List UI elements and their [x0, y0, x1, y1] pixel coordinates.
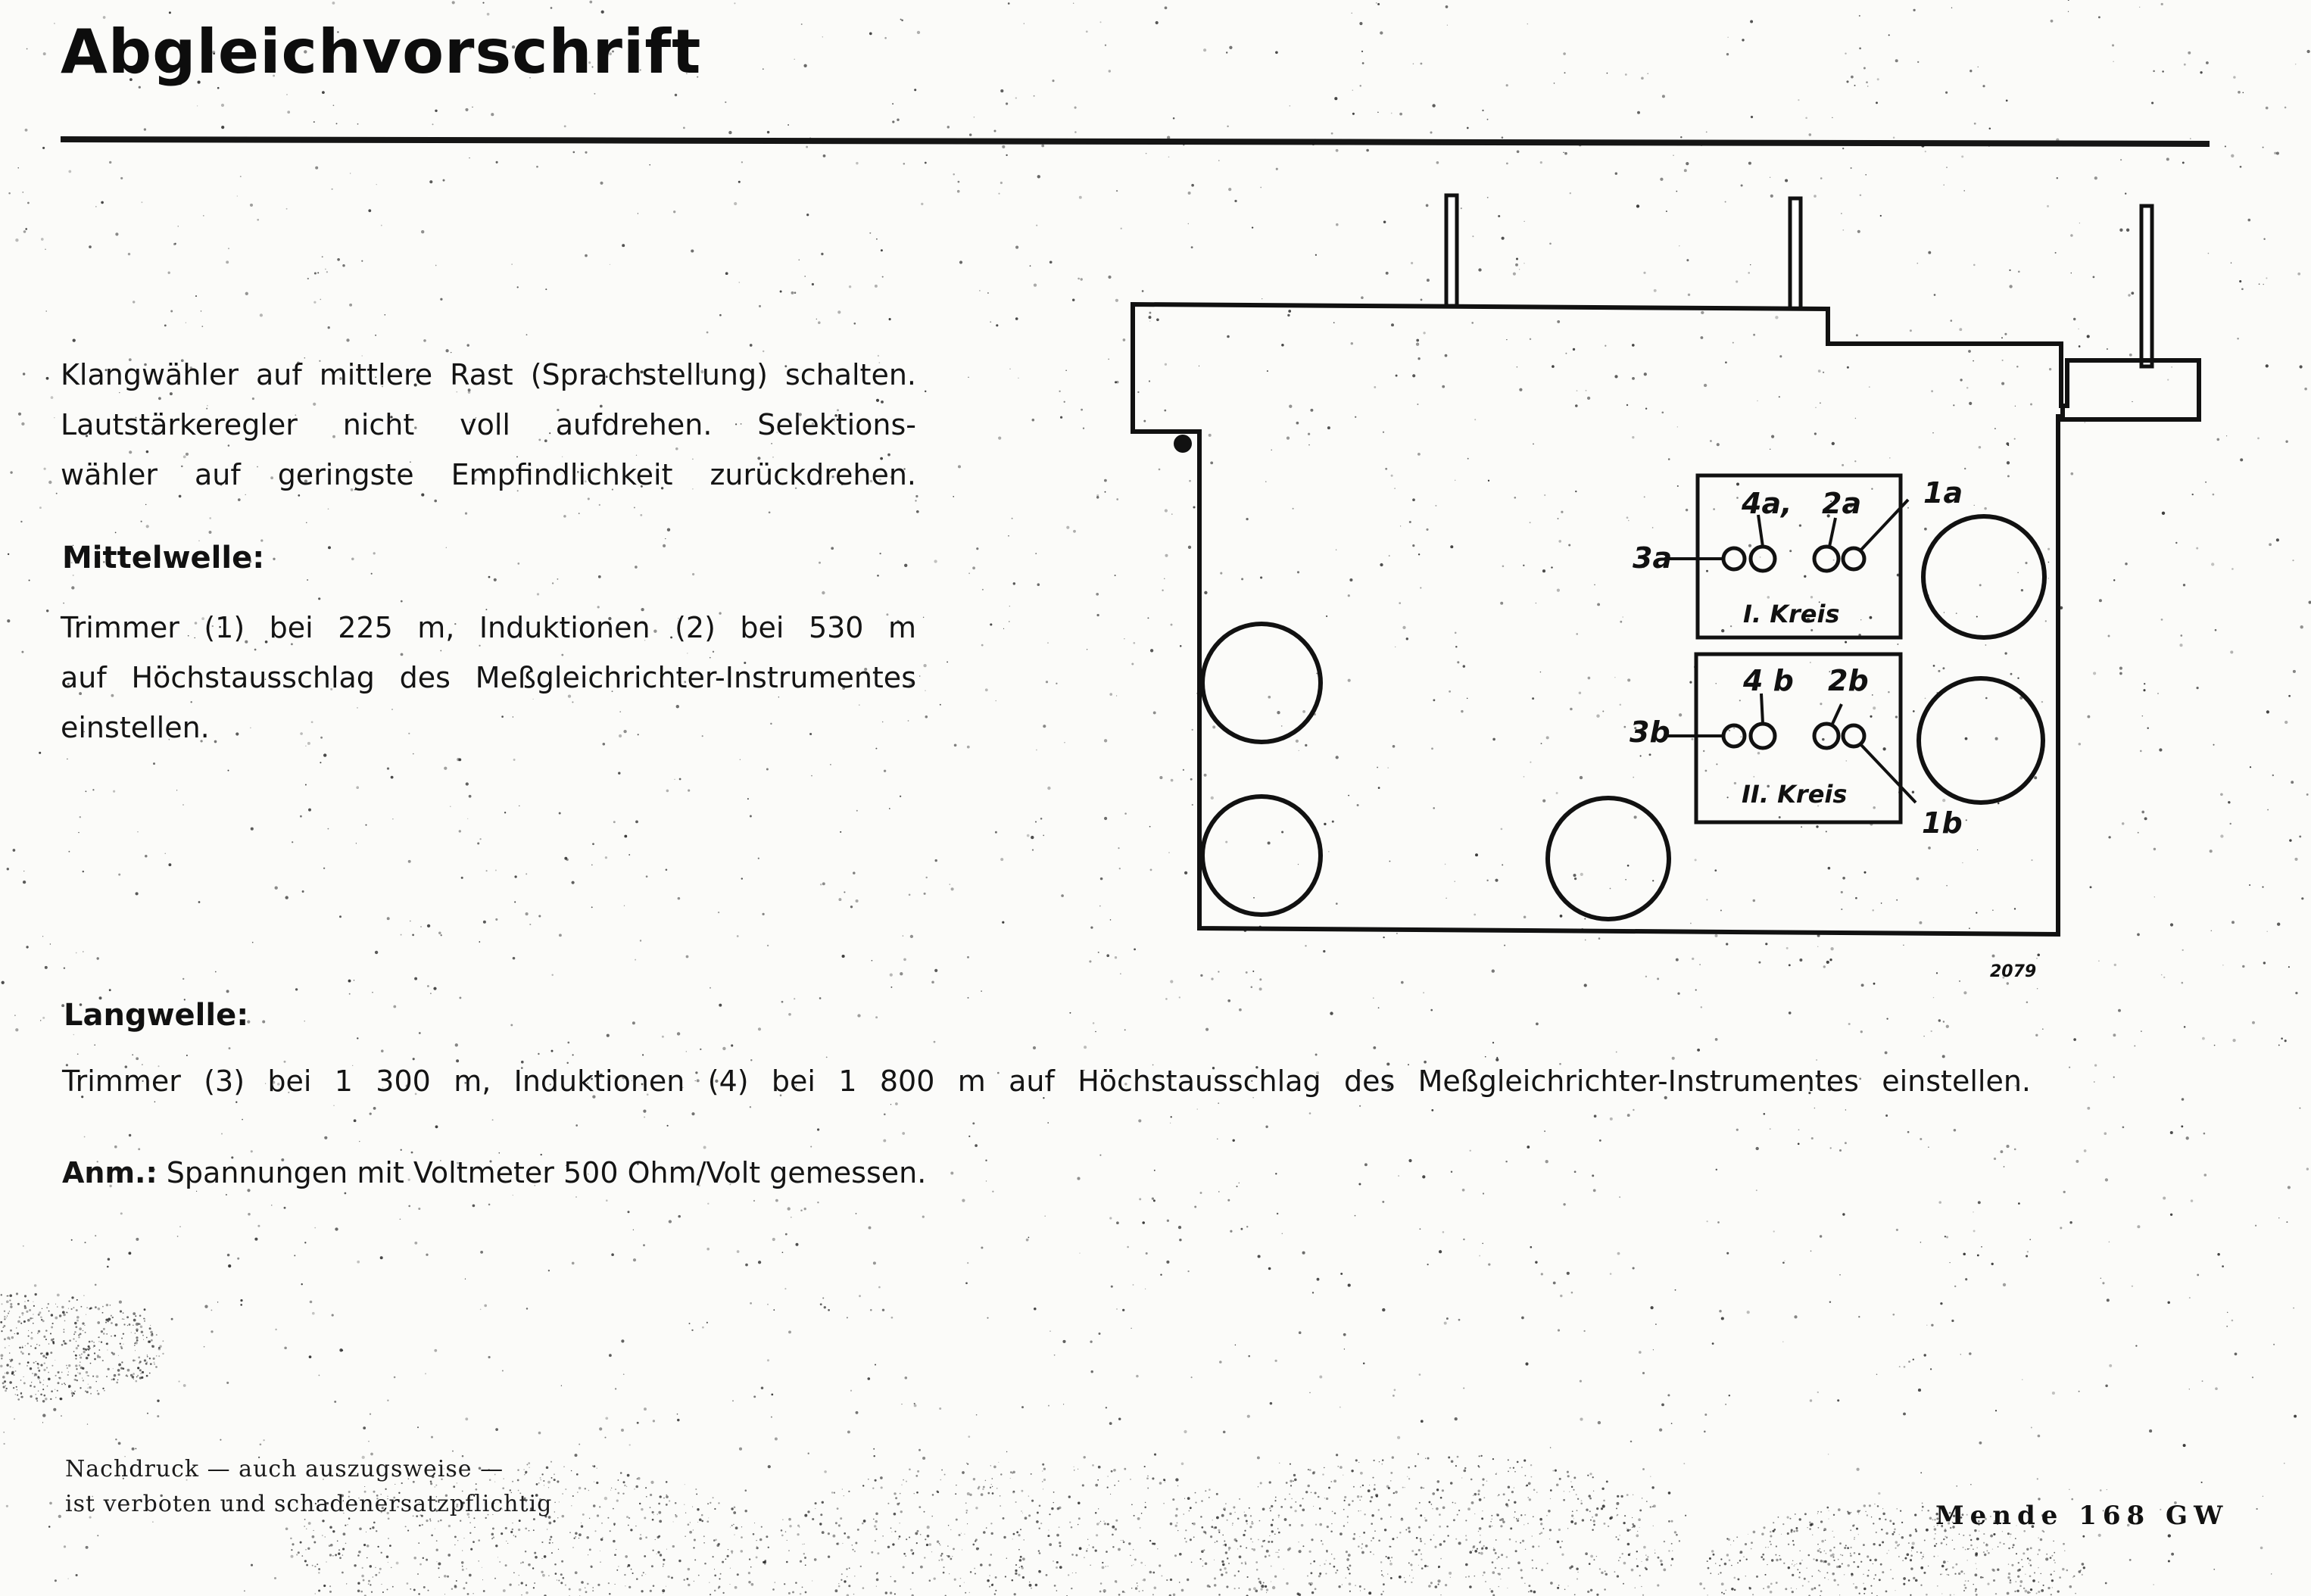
circle-bottom-middle	[1548, 798, 1669, 919]
copyright-line-2: ist verboten und schadenersatzpflichtig	[65, 1491, 553, 1517]
kreis-1-label-4a: 4a,	[1742, 487, 1792, 520]
rod-left	[1446, 195, 1457, 306]
kreis-2-label-3b: 3b	[1630, 715, 1670, 749]
kreis-2-leader-4b	[1761, 694, 1763, 724]
anmerkung-label: Anm.:	[62, 1156, 157, 1189]
kreis-1-point-1a	[1843, 548, 1864, 569]
chassis-diagram-svg	[1121, 182, 2211, 992]
kreis-2-point-2b	[1814, 724, 1839, 748]
intro-paragraph	[61, 350, 916, 500]
mittelwelle-paragraph	[61, 603, 916, 753]
circle-right-top	[1923, 516, 2044, 637]
intro-line-3: wähler auf geringste Empfindlichkeit zurückdrehen.	[61, 458, 916, 491]
kreis-1-point-4a	[1751, 547, 1775, 571]
kreis-2-label-4b: 4 b	[1743, 664, 1794, 697]
langwelle-line: Trimmer (3) bei 1 300 m, Induktionen (4) bei 1 800 m auf Höchstausschlag des Meßgleichrichter-Instrumentes einstellen.	[62, 1065, 2031, 1098]
kreis-2-point-3b	[1723, 725, 1745, 747]
anmerkung-text: Spannungen mit Voltmeter 500 Ohm/Volt gemessen.	[166, 1156, 927, 1189]
circle-right-bottom	[1919, 678, 2043, 803]
kreis-2-label: II. Kreis	[1742, 780, 1848, 809]
langwelle-heading: Langwelle:	[64, 998, 249, 1033]
mittelwelle-line-1: Trimmer (1) bei 225 m, Induktionen (2) bei 530 m	[61, 611, 916, 644]
copyright-notice	[65, 1452, 552, 1522]
mittelwelle-heading: Mittelwelle:	[62, 541, 265, 575]
intro-line-2: Lautstärkeregler nicht voll aufdrehen. Selektions-	[61, 408, 916, 441]
chassis-dot-left	[1174, 435, 1192, 453]
kreis-2-point-4b	[1751, 724, 1775, 748]
alignment-diagram	[1121, 182, 2211, 992]
mittelwelle-line-3: einstellen.	[61, 711, 210, 744]
kreis-2-label-2b: 2b	[1828, 664, 1869, 697]
langwelle-paragraph	[62, 1056, 2031, 1106]
kreis-1-leader-2a	[1829, 518, 1835, 547]
kreis-1-label-1a: 1a	[1923, 476, 1963, 510]
circle-left-bottom	[1202, 796, 1321, 915]
page-title: Abgleichvorschrift	[61, 17, 702, 87]
copyright-line-1: Nachdruck — auch auszugsweise —	[65, 1456, 504, 1482]
model-designation: Mende 168 GW	[1935, 1501, 2229, 1531]
intro-line-1: Klangwähler auf mittlere Rast (Sprachstellung) schalten.	[61, 358, 916, 391]
kreis-1-label-2a: 2a	[1822, 487, 1862, 520]
kreis-2-label-1b: 1b	[1922, 806, 1963, 840]
rod-right	[2141, 206, 2152, 366]
kreis-2-leader-1b	[1861, 745, 1916, 803]
kreis-2-leader-2b	[1832, 704, 1842, 724]
rod-middle	[1790, 198, 1801, 309]
kreis-1-label-3a: 3a	[1633, 541, 1673, 575]
anmerkung-paragraph	[62, 1148, 926, 1198]
mittelwelle-line-2: auf Höchstausschlag des Meßgleichrichter-Instrumentes	[61, 661, 916, 694]
figure-number: 2079	[1990, 962, 2037, 981]
kreis-2-point-1b	[1843, 725, 1864, 747]
kreis-1-label: I. Kreis	[1743, 600, 1840, 628]
kreis-1-point-2a	[1814, 547, 1839, 571]
circle-left-top	[1202, 624, 1321, 742]
kreis-1-point-3a	[1723, 548, 1745, 569]
